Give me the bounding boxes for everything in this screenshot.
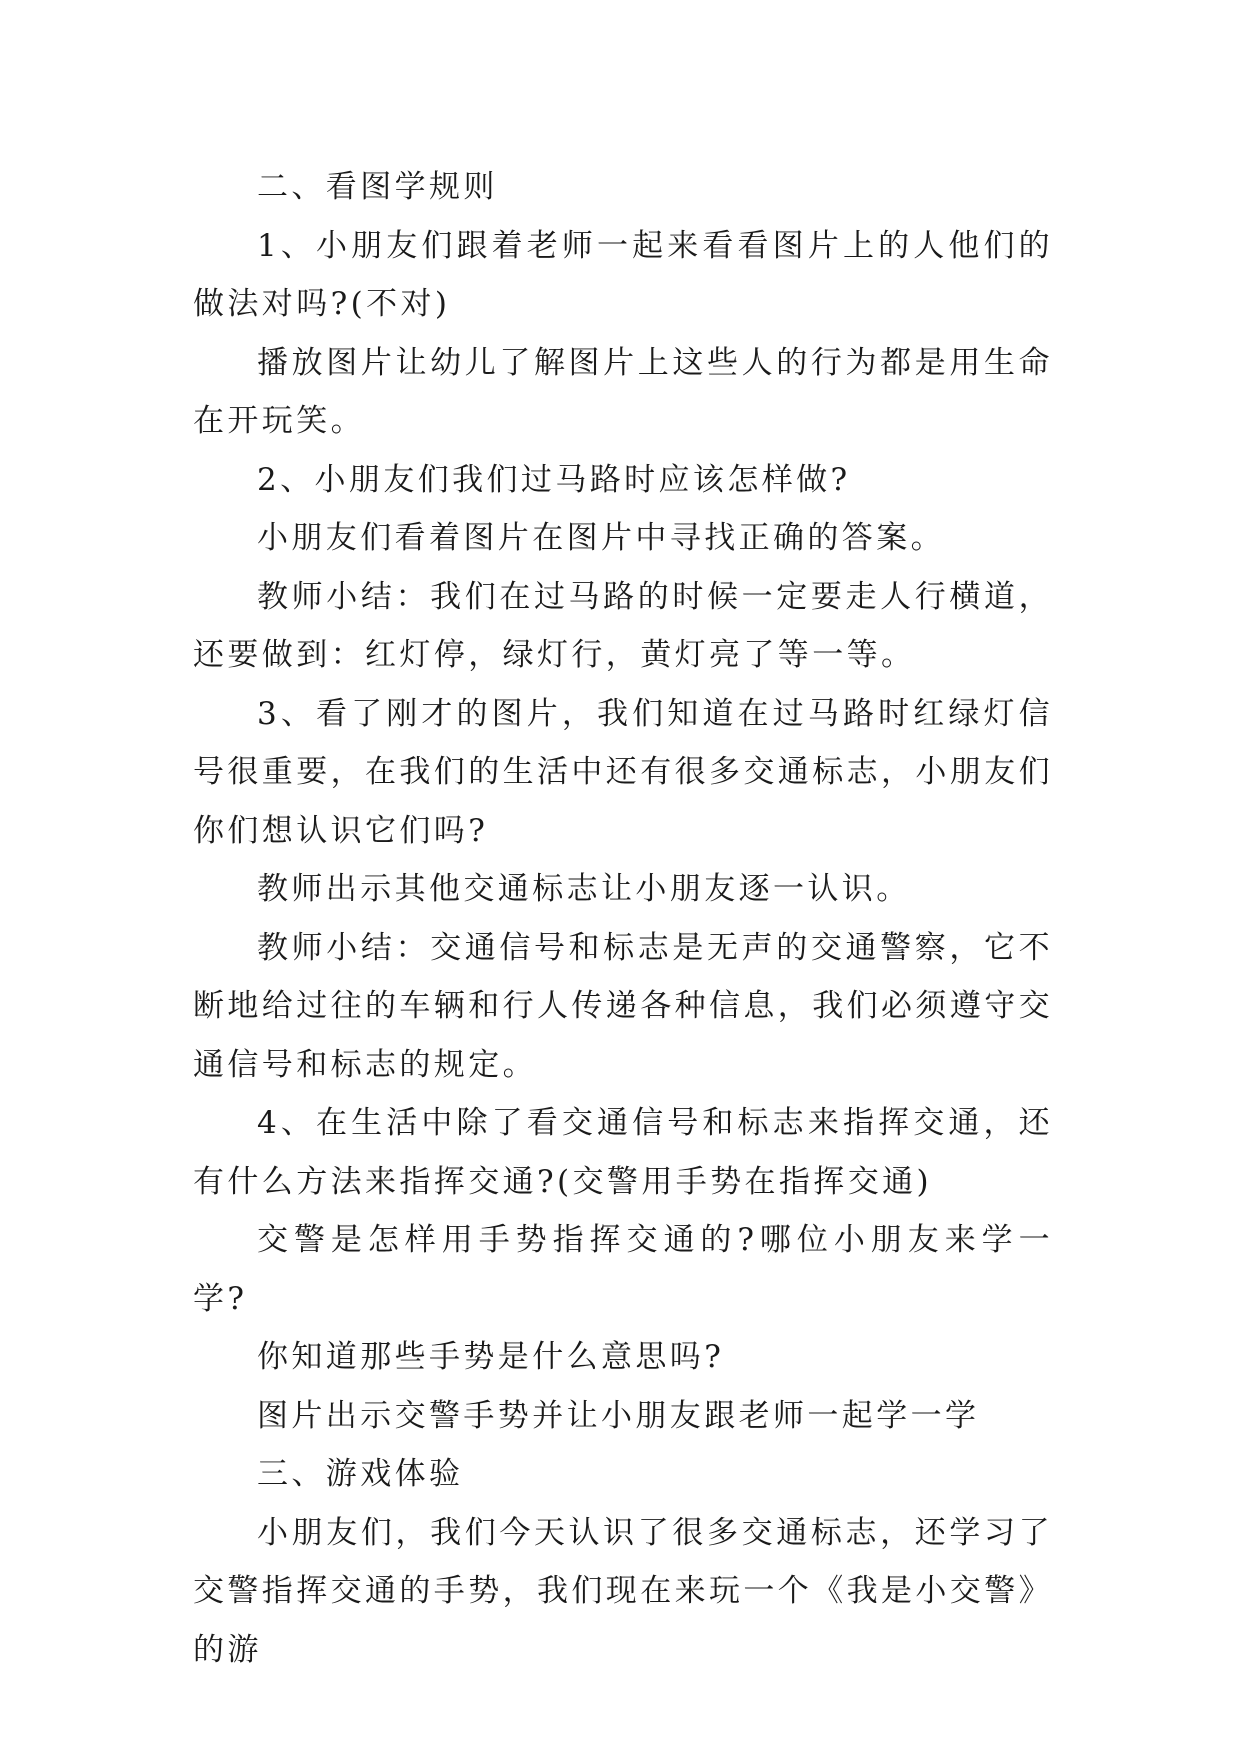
- paragraph: 小朋友们看着图片在图片中寻找正确的答案。: [257, 520, 945, 556]
- paragraph: 你知道那些手势是什么意思吗?: [257, 1339, 725, 1375]
- paragraph: 4、在生活中除了看交通信号和标志来指挥交通，还有什么方法来指挥交通?(交警用手势在指挥交通): [193, 1105, 1053, 1200]
- paragraph: 1、小朋友们跟着老师一起来看看图片上的人他们的做法对吗?(不对): [193, 227, 1053, 322]
- paragraph: 3、看了刚才的图片，我们知道在过马路时红绿灯信号很重要，在我们的生活中还有很多交通标志，小朋友们你们想认识它们吗?: [193, 695, 1053, 849]
- paragraph: 图片出示交警手势并让小朋友跟老师一起学一学: [257, 1397, 980, 1434]
- paragraph: 2、小朋友们我们过马路时应该怎样做?: [257, 461, 851, 498]
- paragraph: 教师小结：我们在过马路的时候一定要走人行横道，还要做到：红灯停，绿灯行，黄灯亮了等一等。: [193, 578, 1053, 673]
- paragraph: 教师出示其他交通标志让小朋友逐一认识。: [257, 871, 911, 907]
- paragraph: 教师小结：交通信号和标志是无声的交通警察，它不断地给过往的车辆和行人传递各种信息，我们必须遵守交通信号和标志的规定。: [193, 929, 1053, 1083]
- document-body: [193, 158, 1053, 1679]
- paragraph: 小朋友们，我们今天认识了很多交通标志，还学习了交警指挥交通的手势，我们现在来玩一个《我是小交警》的游: [193, 1514, 1053, 1668]
- paragraph: 播放图片让幼儿了解图片上这些人的行为都是用生命在开玩笑。: [193, 344, 1053, 439]
- section-heading: 二、看图学规则: [257, 169, 498, 205]
- section-heading: 三、游戏体验: [257, 1456, 464, 1492]
- paragraph: 交警是怎样用手势指挥交通的?哪位小朋友来学一学?: [193, 1222, 1053, 1317]
